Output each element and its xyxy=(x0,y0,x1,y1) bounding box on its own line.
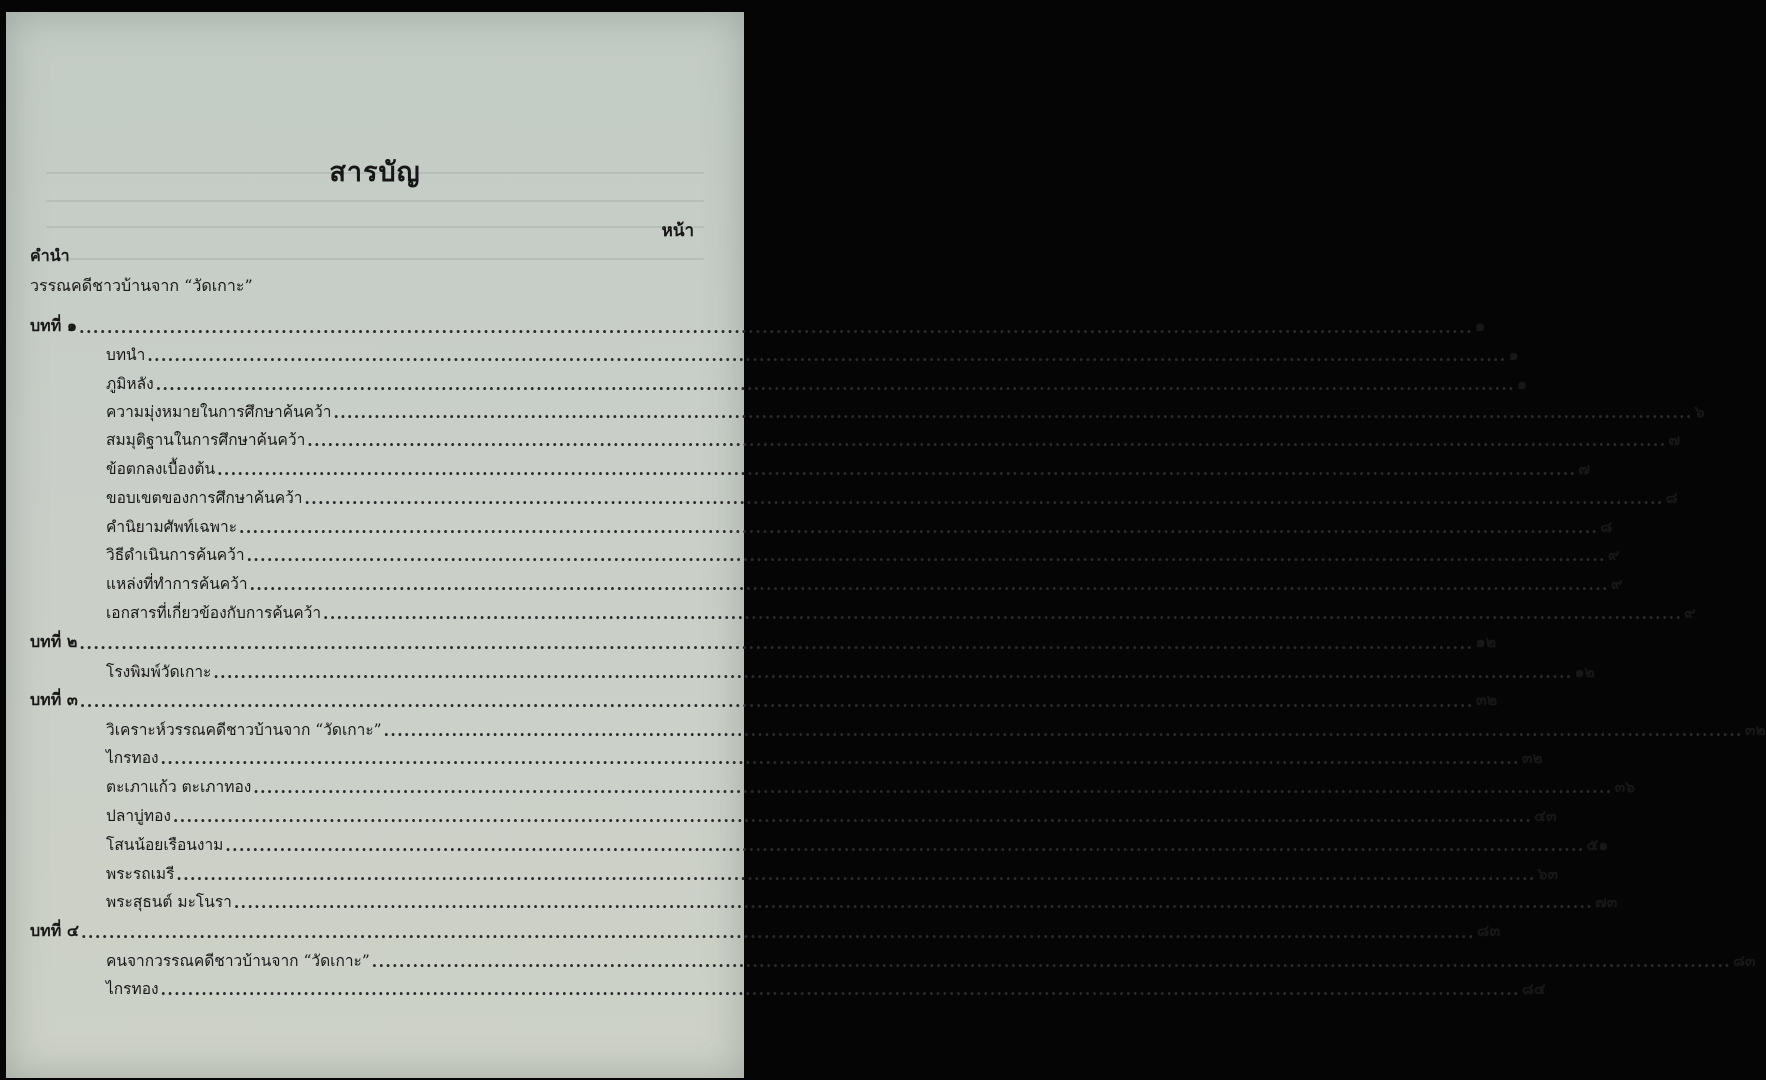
toc-section-row xyxy=(106,400,1705,424)
dot-leader: ........................................................................................................................................................................................................ xyxy=(304,489,1664,508)
toc-entry-label: ความมุ่งหมายในการศึกษาค้นคว้า xyxy=(106,403,332,421)
toc-section-row xyxy=(106,543,1620,567)
intro-heading: คำนำ xyxy=(30,246,70,265)
toc-section-row xyxy=(106,718,1766,742)
toc-entry-label: ข้อตกลงเบื้องต้น xyxy=(106,460,216,478)
toc-entry-page: ๗๓ xyxy=(1595,892,1618,911)
dot-leader: ........................................................................................................................................................................................................ xyxy=(249,575,1609,594)
toc-entry-page: ๔๓ xyxy=(1534,806,1557,825)
dot-leader: ........................................................................................................................................................................................................ xyxy=(160,980,1520,999)
dot-leader: ........................................................................................................................................................................................................ xyxy=(155,375,1515,394)
toc-section-row xyxy=(106,862,1559,886)
toc-entry-label: คนจากวรรณคดีชาวบ้านจาก “วัดเกาะ” xyxy=(106,952,370,970)
toc-section-row xyxy=(106,890,1618,914)
dot-leader: ........................................................................................................................................................................................................ xyxy=(246,546,1606,565)
dot-leader: ........................................................................................................................................................................................................ xyxy=(160,749,1520,768)
toc-entry-label: ไกรทอง xyxy=(106,749,159,767)
toc-entry-page: ๖ xyxy=(1694,402,1705,421)
toc-chapter-row xyxy=(30,631,1497,655)
toc-section-row xyxy=(106,343,1519,367)
toc-section-row xyxy=(106,428,1681,452)
bleed-through-line xyxy=(46,226,704,228)
toc-entry-label: เอกสารที่เกี่ยวข้องกับการค้นคว้า xyxy=(106,604,322,622)
toc-entry-page: ๑ xyxy=(1475,316,1486,335)
dot-leader: ........................................................................................................................................................................................................ xyxy=(213,663,1573,682)
toc-entry-label: วิธีดำเนินการค้นคว้า xyxy=(106,546,245,564)
toc-entry-page: ๗ xyxy=(1578,459,1591,478)
toc-entry-label: บทที่ ๓ xyxy=(30,690,78,709)
dot-leader: ........................................................................................................................................................................................................ xyxy=(371,952,1732,971)
toc-entry-page: ๙ xyxy=(1610,574,1623,593)
toc-entry-page: ๖๓ xyxy=(1537,864,1559,883)
toc-entry-label: บทนำ xyxy=(106,346,146,364)
toc-entry-page: ๗ xyxy=(1668,430,1681,449)
dot-leader: ........................................................................................................................................................................................................ xyxy=(333,403,1693,422)
page-column-header: หน้า xyxy=(661,221,694,241)
toc-entry-label: บทที่ ๒ xyxy=(30,632,78,651)
toc-entry-page: ๘๔ xyxy=(1521,979,1546,998)
bleed-through-line xyxy=(46,258,704,260)
toc-entry-label: ไกรทอง xyxy=(106,980,159,998)
toc-entry-label: วิเคราะห์วรรณคดีชาวบ้านจาก “วัดเกาะ” xyxy=(106,721,382,739)
dot-leader: ........................................................................................................................................................................................................ xyxy=(253,778,1613,797)
toc-section-row xyxy=(106,601,1696,625)
toc-entry-page: ๓๒ xyxy=(1475,690,1498,709)
toc-section-row xyxy=(106,746,1543,770)
dot-leader: ........................................................................................................................................................................................................ xyxy=(78,318,1474,337)
dot-leader: ........................................................................................................................................................................................................ xyxy=(79,692,1474,711)
dot-leader: ........................................................................................................................................................................................................ xyxy=(233,893,1594,912)
toc-entry-label: ตะเภาแก้ว ตะเภาทอง xyxy=(106,778,252,796)
toc-section-row xyxy=(106,949,1756,973)
dot-leader: ........................................................................................................................................................................................................ xyxy=(217,460,1577,479)
dot-leader: ........................................................................................................................................................................................................ xyxy=(239,518,1599,537)
dot-leader: ........................................................................................................................................................................................................ xyxy=(225,836,1585,855)
toc-entry-label: บทที่ ๑ xyxy=(30,316,77,335)
toc-section-row xyxy=(106,486,1678,510)
toc-entry-page: ๑ xyxy=(1508,345,1519,364)
toc-entry-label: โรงพิมพ์วัดเกาะ xyxy=(106,663,212,681)
toc-entry-page: ๕๑ xyxy=(1586,835,1609,854)
toc-entry-label: ภูมิหลัง xyxy=(106,375,154,393)
toc-entry-page: ๓๒ xyxy=(1744,720,1766,739)
document-page xyxy=(6,12,1766,1078)
toc-entry-page: ๘๓ xyxy=(1733,951,1756,970)
toc-entry-label: ปลาบู่ทอง xyxy=(106,807,171,825)
toc-entry-label: คำนิยามศัพท์เฉพาะ xyxy=(106,518,238,536)
toc-entry-label: แหล่งที่ทำการค้นคว้า xyxy=(106,575,248,593)
toc-section-row xyxy=(106,572,1623,596)
toc-section-row xyxy=(106,775,1636,799)
toc-entry-page: ๓๒ xyxy=(1521,748,1543,767)
toc-section-row xyxy=(106,660,1595,684)
toc-title: สารบัญ xyxy=(329,157,421,188)
toc-section-row xyxy=(106,457,1591,481)
toc-entry-label: โสนน้อยเรือนงาม xyxy=(106,836,224,854)
toc-section-row xyxy=(106,515,1613,539)
toc-entry-page: ๘ xyxy=(1665,488,1678,507)
toc-chapter-row xyxy=(30,315,1486,339)
toc-entry-page: ๙ xyxy=(1607,545,1620,564)
toc-section-row xyxy=(106,372,1527,396)
toc-section-row xyxy=(106,804,1557,828)
toc-entry-page: ๑ xyxy=(1516,374,1527,393)
toc-entry-page: ๓๖ xyxy=(1614,777,1636,796)
toc-entry-label: บทที่ ๔ xyxy=(30,921,79,940)
bleed-through-line xyxy=(46,200,704,202)
dot-leader: ........................................................................................................................................................................................................ xyxy=(79,634,1474,653)
toc-chapter-row xyxy=(30,920,1501,944)
book-subtitle: วรรณคดีชาวบ้านจาก “วัดเกาะ” xyxy=(30,276,253,295)
toc-entry-label: พระสุธนต์ มะโนรา xyxy=(106,893,232,911)
toc-entry-page: ๙ xyxy=(1684,603,1696,622)
toc-entry-label: ขอบเขตของการศึกษาค้นคว้า xyxy=(106,489,303,507)
toc-entry-page: ๑๒ xyxy=(1475,632,1497,651)
toc-section-row xyxy=(106,977,1546,1001)
dot-leader: ........................................................................................................................................................................................................ xyxy=(147,346,1507,365)
toc-entry-page: ๘๓ xyxy=(1477,921,1501,940)
toc-section-row xyxy=(106,833,1609,857)
toc-chapter-row xyxy=(30,689,1498,713)
dot-leader: ........................................................................................................................................................................................................ xyxy=(307,431,1667,450)
dot-leader: ........................................................................................................................................................................................................ xyxy=(172,807,1533,826)
toc-entry-label: สมมุติฐานในการศึกษาค้นคว้า xyxy=(106,431,306,449)
toc-entry-page: ๑๒ xyxy=(1574,662,1595,681)
dot-leader: ........................................................................................................................................................................................................ xyxy=(176,865,1536,884)
dot-leader: ........................................................................................................................................................................................................ xyxy=(80,923,1475,942)
dot-leader: ........................................................................................................................................................................................................ xyxy=(383,721,1743,740)
dot-leader: ........................................................................................................................................................................................................ xyxy=(323,604,1683,623)
toc-entry-label: พระรถเมรี xyxy=(106,865,175,883)
toc-entry-page: ๘ xyxy=(1600,517,1613,536)
